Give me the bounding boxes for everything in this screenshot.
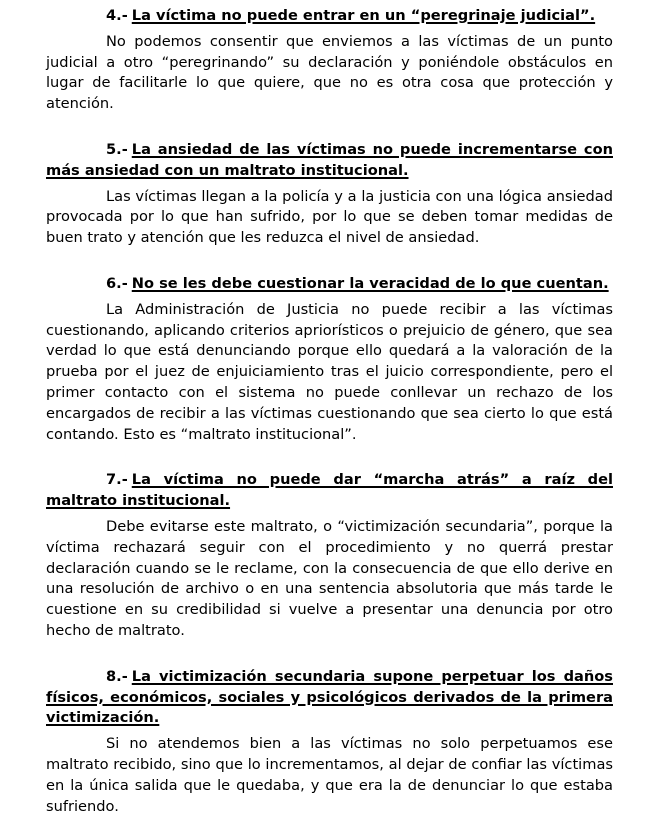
section-4: [46, 6, 613, 115]
section-body: Si no atendemos bien a las víctimas no solo perpetuamos ese maltrato recibido, sino que lo incrementamos, al dejar de confiar las víctimas en la única salida que le quedaba, y que era la de denunciar lo que estaba sufriendo.: [46, 735, 613, 815]
section-heading-text: La víctima no puede entrar en un “peregrinaje judicial”.: [131, 7, 596, 24]
section-heading: [46, 667, 613, 729]
section-body: No podemos consentir que enviemos a las víctimas de un punto judicial a otro “peregrinando” su declaración y poniéndole obstáculos en lugar de facilitarle lo que quiere, que no es otra cosa que protección y atención.: [46, 32, 613, 113]
section-body: La Administración de Justicia no puede recibir a las víctimas cuestionando, aplicando criterios apriorísticos o prejuicio de género, que sea verdad lo que está denunciando porque ello quedará a la valoración de la prueba por el juez de enjuiciamiento tras el juicio correspondiente, pero el primer contacto con el sistema no puede conllevar un rechazo de los encargados de recibir a las víctimas cuestionando que sea cierto lo que está contando. Esto es “maltrato institucional”.: [46, 300, 613, 443]
section-heading-text: La ansiedad de las víctimas no puede incrementarse con más ansiedad con un maltrato institucional.: [46, 140, 613, 179]
section-heading: [46, 470, 613, 512]
section-number: 5.-: [106, 140, 128, 158]
section-heading: [46, 6, 613, 27]
section-heading: [46, 274, 613, 295]
section-6: [46, 274, 613, 445]
section-number: 8.-: [106, 667, 128, 685]
section-5: [46, 140, 613, 249]
section-number: 7.-: [106, 471, 128, 489]
section-heading-text: La victimización secundaria supone perpetuar los daños físicos, económicos, sociales y psicológicos derivados de la primera victimización.: [46, 667, 613, 727]
section-heading-text: La víctima no puede dar “marcha atrás” a raíz del maltrato institucional.: [46, 471, 613, 510]
section-heading-text: No se les debe cuestionar la veracidad de lo que cuentan.: [131, 274, 609, 292]
section-body: Debe evitarse este maltrato, o “victimización secundaria”, porque la víctima rechazará seguir con el procedimiento y no querrá prestar declaración cuando se le reclame, con la consecuencia de que ello derive en una resolución de archivo o en una sentencia absolutoria que más tarde le cuestione en su credibilidad si vuelve a presentar una denuncia por otro hecho de maltrato.: [46, 517, 613, 639]
section-heading: [46, 140, 613, 182]
section-8: [46, 667, 613, 818]
section-7: [46, 470, 613, 641]
section-body: Las víctimas llegan a la policía y a la justicia con una lógica ansiedad provocada por lo que han sufrido, por lo que se deben tomar medidas de buen trato y atención que les reduzca el nivel de ansiedad.: [46, 187, 613, 247]
section-number: 6.-: [106, 274, 128, 292]
section-number: 4.-: [106, 7, 128, 24]
